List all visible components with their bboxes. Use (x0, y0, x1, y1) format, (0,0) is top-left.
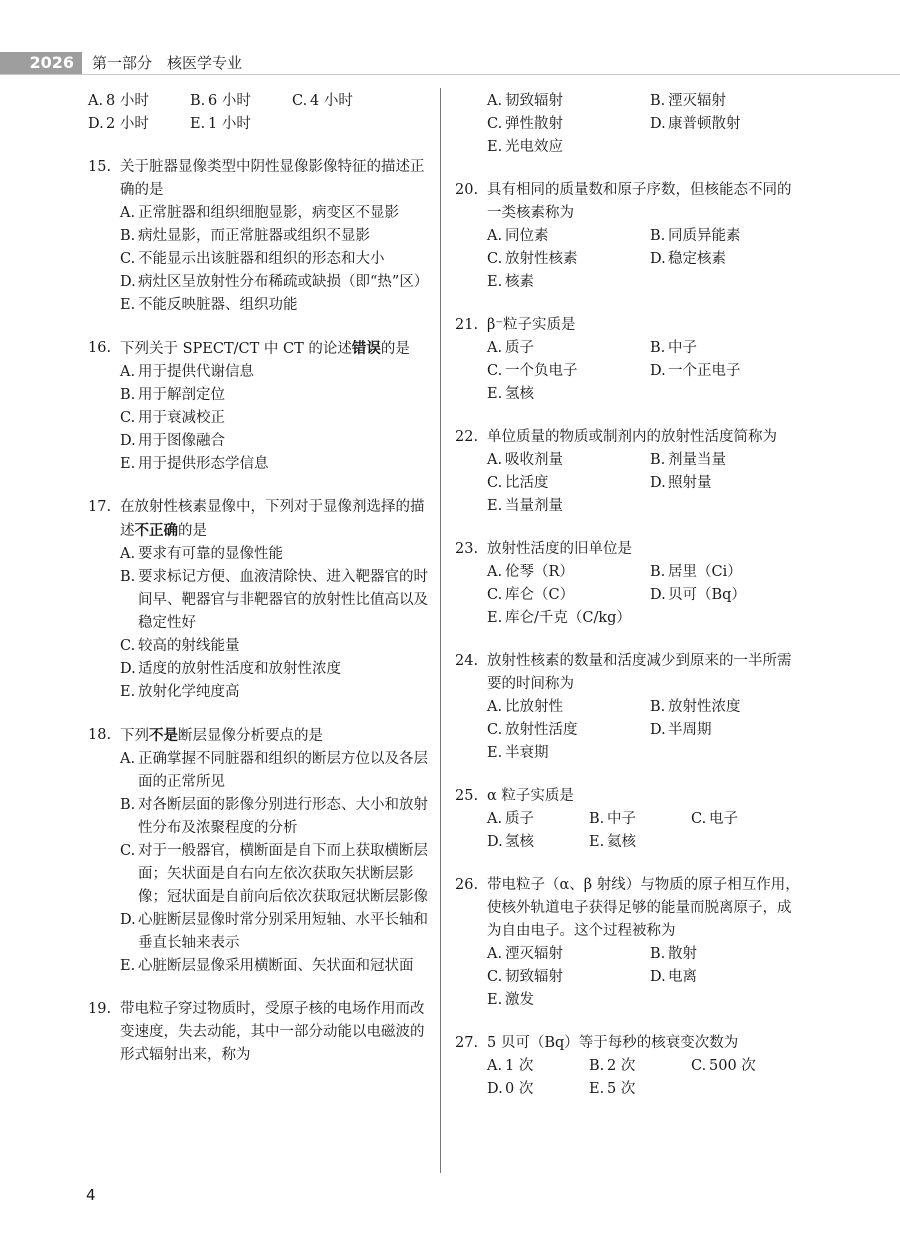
option-row (487, 472, 800, 495)
option: E. 当量剂量 (487, 498, 563, 514)
option-row (487, 271, 800, 294)
options-list (455, 943, 800, 1012)
question-20 (455, 179, 800, 294)
option: D. 一个正电子 (650, 363, 741, 379)
question-number: 26. (455, 877, 479, 893)
option-row (487, 561, 800, 584)
option: B. 病灶显影，而正常脏器或组织不显影 (120, 228, 370, 244)
option: E. 用于提供形态学信息 (120, 456, 269, 472)
question-stem (88, 496, 428, 543)
option: A. 1 次 (487, 1058, 534, 1074)
option-row (487, 808, 800, 831)
option: D. 半周期 (650, 722, 712, 738)
option: A. 同位素 (487, 228, 549, 244)
header-rule (0, 74, 900, 75)
options-list (455, 696, 800, 765)
question-text: 下列关于 SPECT/CT 中 CT 的论述错误的是 (120, 340, 410, 357)
option: C. 用于衰减校正 (120, 410, 225, 426)
emphasis-text: 不正确 (134, 522, 178, 539)
emphasis-text: 错误 (351, 340, 381, 357)
option-row (487, 989, 800, 1012)
question-14-options (88, 90, 428, 136)
column-divider (440, 88, 441, 1173)
options-list (455, 561, 800, 630)
options-list (455, 225, 800, 294)
question-number: 21. (455, 317, 479, 333)
question-number: 20. (455, 182, 479, 198)
option: D. 康普顿散射 (650, 116, 741, 132)
question-26 (455, 874, 800, 1012)
option: B. 居里（Ci） (650, 564, 742, 580)
option: A. 用于提供代谢信息 (120, 364, 254, 380)
option: D. 2 小时 (88, 116, 149, 132)
option: A. 韧致辐射 (487, 93, 563, 109)
question-text: 在放射性核素显像中，下列对于显像剂选择的描述不正确的是 (120, 499, 425, 539)
option: A. 质子 (487, 340, 534, 356)
option-row (487, 742, 800, 765)
question-text: α 粒子实质是 (487, 788, 574, 804)
question-text: 具有相同的质量数和原子序数，但核能态不同的一类核素称为 (487, 182, 792, 221)
question-number: 23. (455, 541, 479, 557)
option: C. 电子 (691, 811, 738, 827)
option: E. 不能反映脏器、组织功能 (120, 297, 298, 313)
question-number: 17. (88, 499, 112, 515)
option: D. 心脏断层显像时常分别采用短轴、水平长轴和垂直长轴来表示 (120, 912, 428, 951)
option: C. 比活度 (487, 475, 549, 491)
options-list (88, 202, 428, 317)
question-number: 25. (455, 788, 479, 804)
option: B. 同质异能素 (650, 228, 741, 244)
question-stem (455, 1032, 800, 1055)
question-text: 关于脏器显像类型中阴性显像影像特征的描述正确的是 (120, 159, 425, 198)
question-number: 19. (88, 1001, 112, 1017)
option: C. 不能显示出该脏器和组织的形态和大小 (120, 251, 385, 267)
option: A. 要求有可靠的显像性能 (120, 546, 283, 562)
question-stem (455, 426, 800, 449)
question-text: 单位质量的物质或制剂内的放射性活度简称为 (487, 429, 777, 445)
question-number: 22. (455, 429, 479, 445)
question-text: 带电粒子穿过物质时，受原子核的电场作用而改变速度，失去动能，其中一部分动能以电磁波的形式辐射出来，称为 (120, 1001, 425, 1063)
option: B. 6 小时 (190, 93, 251, 109)
options-list (455, 1055, 800, 1101)
question-stem (455, 314, 800, 337)
option: E. 放射化学纯度高 (120, 684, 240, 700)
option-row (487, 383, 800, 406)
option-row (487, 360, 800, 383)
option-row (487, 90, 800, 113)
question-16 (88, 337, 428, 476)
option: D. 稳定核素 (650, 251, 726, 267)
question-text: 放射性核素的数量和活度减少到原来的一半所需要的时间称为 (487, 653, 792, 692)
right-column (455, 90, 800, 1121)
option: C. 一个负电子 (487, 363, 578, 379)
question-stem (455, 650, 800, 696)
option: E. 库仑/千克（C/kg） (487, 610, 631, 626)
option-row (487, 831, 800, 854)
option-row (487, 719, 800, 742)
option: E. 氦核 (589, 834, 636, 850)
question-text: 带电粒子（α、β 射线）与物质的原子相互作用，使核外轨道电子获得足够的能量而脱离原子，成为自由电子。这个过程被称为 (487, 877, 800, 939)
options-list (88, 748, 428, 978)
option: A. 正确掌握不同脏器和组织的断层方位以及各层面的正常所见 (120, 751, 428, 790)
question-19 (88, 998, 428, 1067)
options-list (455, 337, 800, 406)
options-list (88, 361, 428, 476)
question-15 (88, 156, 428, 317)
option-row (487, 495, 800, 518)
option-row (487, 584, 800, 607)
option-row (487, 113, 800, 136)
emphasis-text: 不是 (149, 727, 178, 744)
option-row (487, 337, 800, 360)
option: B. 中子 (589, 811, 636, 827)
question-stem (88, 337, 428, 361)
question-18 (88, 724, 428, 978)
option: D. 贝可（Bq） (650, 587, 746, 603)
option: D. 电离 (650, 969, 697, 985)
option: D. 0 次 (487, 1081, 534, 1097)
question-text: 放射性活度的旧单位是 (487, 541, 632, 557)
question-stem (455, 179, 800, 225)
option-row (487, 966, 800, 989)
options-list (88, 543, 428, 704)
option-row (487, 449, 800, 472)
options-list (455, 808, 800, 854)
question-text: β⁻粒子实质是 (487, 317, 576, 333)
option: A. 8 小时 (88, 93, 149, 109)
option: E. 核素 (487, 274, 534, 290)
option: E. 半衰期 (487, 745, 549, 761)
options-list (455, 449, 800, 518)
question-stem (455, 785, 800, 808)
option: A. 比放射性 (487, 699, 563, 715)
option: C. 对于一般器官，横断面是自下而上获取横断层面；矢状面是自右向左依次获取矢状断层影像；冠状面是自前向后依次获取冠状断层影像 (120, 843, 428, 905)
option: A. 质子 (487, 811, 534, 827)
question-text: 5 贝可（Bq）等于每秒的核衰变次数为 (487, 1035, 739, 1051)
option: D. 氢核 (487, 834, 534, 850)
option: C. 库仑（C） (487, 587, 575, 603)
question-number: 27. (455, 1035, 479, 1051)
option: D. 病灶区呈放射性分布稀疏或缺损（即“热”区） (120, 274, 429, 290)
left-column (88, 90, 428, 1087)
option-row (487, 696, 800, 719)
question-number: 16. (88, 340, 112, 356)
option: B. 湮灭辐射 (650, 93, 726, 109)
option: C. 弹性散射 (487, 116, 563, 132)
option-row (487, 225, 800, 248)
option: C. 放射性活度 (487, 722, 578, 738)
question-22 (455, 426, 800, 518)
option: E. 心脏断层显像采用横断面、矢状面和冠状面 (120, 958, 414, 974)
question-number: 24. (455, 653, 479, 669)
option: B. 放射性浓度 (650, 699, 741, 715)
option: B. 散射 (650, 946, 697, 962)
question-number: 15. (88, 159, 112, 175)
question-stem (455, 874, 800, 943)
option: C. 较高的射线能量 (120, 638, 240, 654)
header-year-tab: 2026 (0, 52, 82, 74)
question-stem (88, 156, 428, 202)
option: C. 韧致辐射 (487, 969, 563, 985)
option: E. 光电效应 (487, 139, 563, 155)
option: E. 1 小时 (190, 116, 251, 132)
option: C. 4 小时 (292, 93, 353, 109)
option: D. 适度的放射性活度和放射性浓度 (120, 661, 341, 677)
question-text: 下列不是断层显像分析要点的是 (120, 727, 323, 744)
question-19-options (455, 90, 800, 159)
header-section-title: 第一部分 核医学专业 (92, 54, 243, 72)
option-row (487, 607, 800, 630)
option: E. 5 次 (589, 1081, 636, 1097)
question-24 (455, 650, 800, 765)
option: A. 正常脏器和组织细胞显影，病变区不显影 (120, 205, 399, 221)
option-row (487, 248, 800, 271)
option: B. 要求标记方便、血液清除快、进入靶器官的时间早、靶器官与非靶器官的放射性比值高以及稳定性好 (120, 569, 428, 631)
page-number: 4 (86, 1186, 96, 1204)
option: C. 放射性核素 (487, 251, 578, 267)
option: A. 湮灭辐射 (487, 946, 563, 962)
option-row (487, 1055, 800, 1078)
option: C. 500 次 (691, 1058, 756, 1074)
question-stem (88, 998, 428, 1067)
question-stem (455, 538, 800, 561)
option: A. 吸收剂量 (487, 452, 563, 468)
option-row (487, 943, 800, 966)
option: A. 伦琴（R） (487, 564, 574, 580)
option: D. 用于图像融合 (120, 433, 225, 449)
option: D. 照射量 (650, 475, 712, 491)
question-number: 18. (88, 727, 112, 743)
question-23 (455, 538, 800, 630)
option: E. 激发 (487, 992, 534, 1008)
question-27 (455, 1032, 800, 1101)
option: B. 中子 (650, 340, 697, 356)
question-17 (88, 496, 428, 704)
option: B. 对各断层面的影像分别进行形态、大小和放射性分布及浓聚程度的分析 (120, 797, 428, 836)
option: B. 用于解剖定位 (120, 387, 225, 403)
option: B. 剂量当量 (650, 452, 726, 468)
option-row (487, 136, 800, 159)
option-row (487, 1078, 800, 1101)
option: E. 氢核 (487, 386, 534, 402)
question-21 (455, 314, 800, 406)
question-25 (455, 785, 800, 854)
option: B. 2 次 (589, 1058, 636, 1074)
option-row (88, 90, 428, 113)
question-stem (88, 724, 428, 748)
option-row (88, 113, 428, 136)
